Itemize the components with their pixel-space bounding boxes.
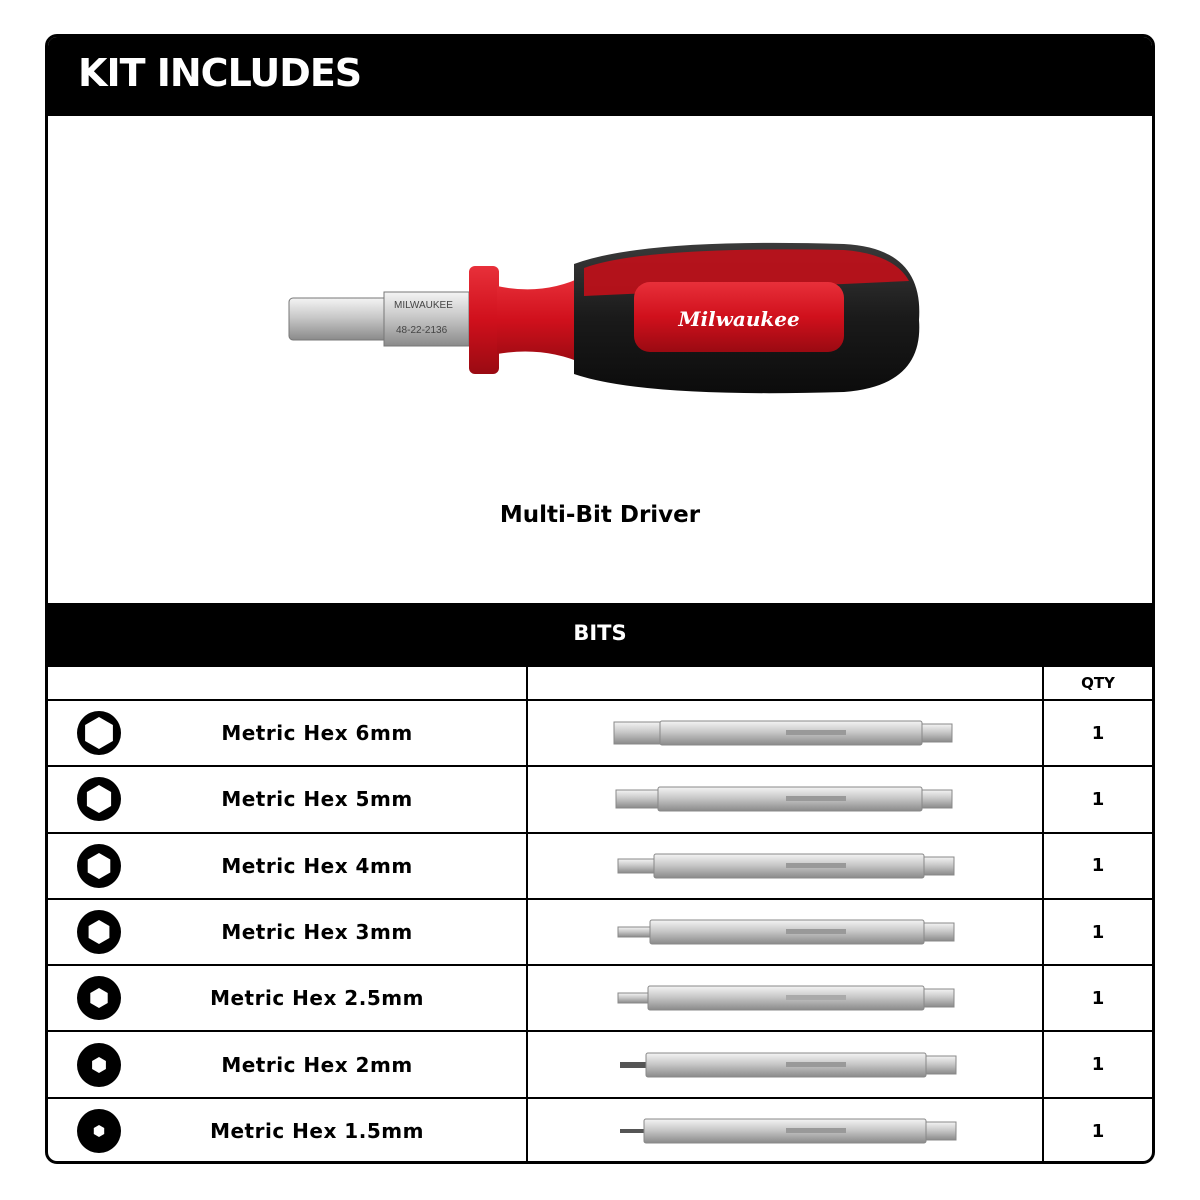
table-row xyxy=(48,700,1152,766)
table-row xyxy=(48,899,1152,965)
bit-name: Metric Hex 2mm xyxy=(221,1052,413,1077)
hex-socket-icon xyxy=(75,1107,123,1155)
table-row xyxy=(48,965,1152,1031)
kit-title: KIT INCLUDES xyxy=(78,51,362,95)
bit-qty: 1 xyxy=(1043,1098,1152,1164)
hex-bit-image xyxy=(610,784,960,814)
hex-bit-image xyxy=(610,851,960,881)
column-header-name xyxy=(48,667,527,700)
bit-name: Metric Hex 1.5mm xyxy=(210,1119,424,1144)
bits-table xyxy=(48,667,1152,1164)
column-header-image xyxy=(527,667,1043,700)
bits-title: BITS xyxy=(573,621,627,645)
bit-qty: 1 xyxy=(1043,700,1152,766)
shaft-brand-text: MILWAUKEE xyxy=(394,300,453,311)
bit-qty: 1 xyxy=(1043,1031,1152,1097)
driver-caption: Multi-Bit Driver xyxy=(499,502,701,528)
bit-qty: 1 xyxy=(1043,833,1152,899)
hex-socket-icon xyxy=(75,908,123,956)
driver-section xyxy=(48,116,1152,603)
bits-header xyxy=(48,603,1152,667)
bit-name: Metric Hex 4mm xyxy=(221,853,413,878)
hex-socket-icon xyxy=(75,709,123,757)
bit-name: Metric Hex 5mm xyxy=(221,787,413,812)
hex-bit-image xyxy=(610,983,960,1013)
kit-includes-panel xyxy=(45,34,1155,1164)
bit-name: Metric Hex 6mm xyxy=(221,721,413,746)
bit-qty: 1 xyxy=(1043,965,1152,1031)
kit-header xyxy=(48,37,1152,116)
hex-socket-icon xyxy=(75,775,123,823)
driver-brand-logo: Milwaukee xyxy=(678,307,800,331)
hex-socket-icon xyxy=(75,974,123,1022)
hex-bit-image xyxy=(610,1050,960,1080)
hex-bit-image xyxy=(610,1116,960,1146)
bit-name: Metric Hex 3mm xyxy=(221,920,413,945)
table-row xyxy=(48,1031,1152,1097)
bit-qty: 1 xyxy=(1043,766,1152,832)
hex-bit-image xyxy=(610,718,960,748)
hex-socket-icon xyxy=(75,1041,123,1089)
table-row xyxy=(48,833,1152,899)
table-header-row xyxy=(48,667,1152,700)
column-header-qty: QTY xyxy=(1043,667,1152,700)
hex-bit-image xyxy=(610,917,960,947)
table-row xyxy=(48,766,1152,832)
hex-socket-icon xyxy=(75,842,123,890)
bit-qty: 1 xyxy=(1043,899,1152,965)
bit-name: Metric Hex 2.5mm xyxy=(210,986,424,1011)
shaft-model-text: 48-22-2136 xyxy=(396,325,448,336)
table-row xyxy=(48,1098,1152,1164)
multi-bit-driver-image xyxy=(284,236,924,396)
